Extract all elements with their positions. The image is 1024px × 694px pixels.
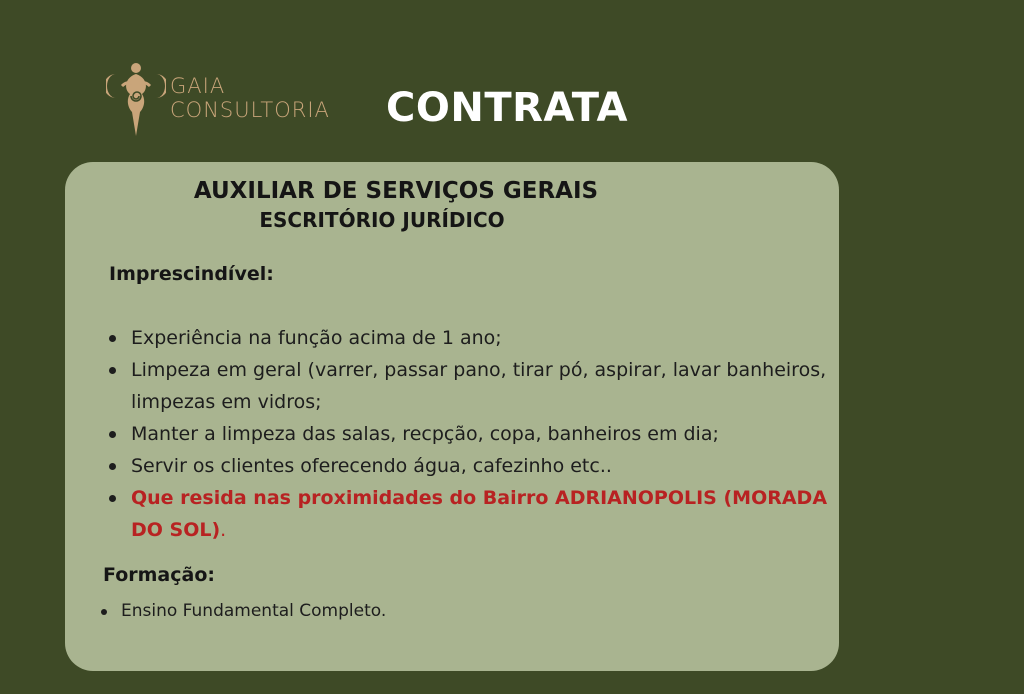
highlight-suffix: . bbox=[220, 519, 227, 541]
highlight-requirement bbox=[109, 482, 829, 546]
gaia-logo bbox=[106, 56, 356, 140]
list-item: Limpeza em geral (varrer, passar pano, tirar pó, aspirar, lavar banheiros, limpezas em vidros; bbox=[109, 354, 829, 418]
job-title: AUXILIAR DE SERVIÇOS GERAIS bbox=[193, 178, 599, 204]
education-label: Formação: bbox=[103, 564, 215, 586]
list-item: Ensino Fundamental Completo. bbox=[101, 598, 386, 624]
education-list bbox=[101, 598, 386, 624]
requirements-list bbox=[109, 322, 829, 546]
logo-line-2: CONSULTORIA bbox=[170, 98, 330, 122]
list-item: Servir os clientes oferecendo água, cafezinho etc.. bbox=[109, 450, 829, 482]
requirements-label: Imprescindível: bbox=[109, 263, 274, 285]
headline: CONTRATA bbox=[386, 85, 628, 131]
job-card bbox=[65, 162, 839, 671]
list-item: Manter a limpeza das salas, recpção, copa, banheiros em dia; bbox=[109, 418, 829, 450]
logo-wordmark bbox=[170, 74, 330, 122]
list-item: Experiência na função acima de 1 ano; bbox=[109, 322, 829, 354]
job-subtitle: ESCRITÓRIO JURÍDICO bbox=[259, 208, 505, 232]
highlight-text: Que resida nas proximidades do Bairro ADRIANOPOLIS (MORADA DO SOL) bbox=[131, 487, 828, 541]
goddess-icon bbox=[106, 56, 166, 140]
logo-line-1: GAIA bbox=[170, 74, 226, 98]
